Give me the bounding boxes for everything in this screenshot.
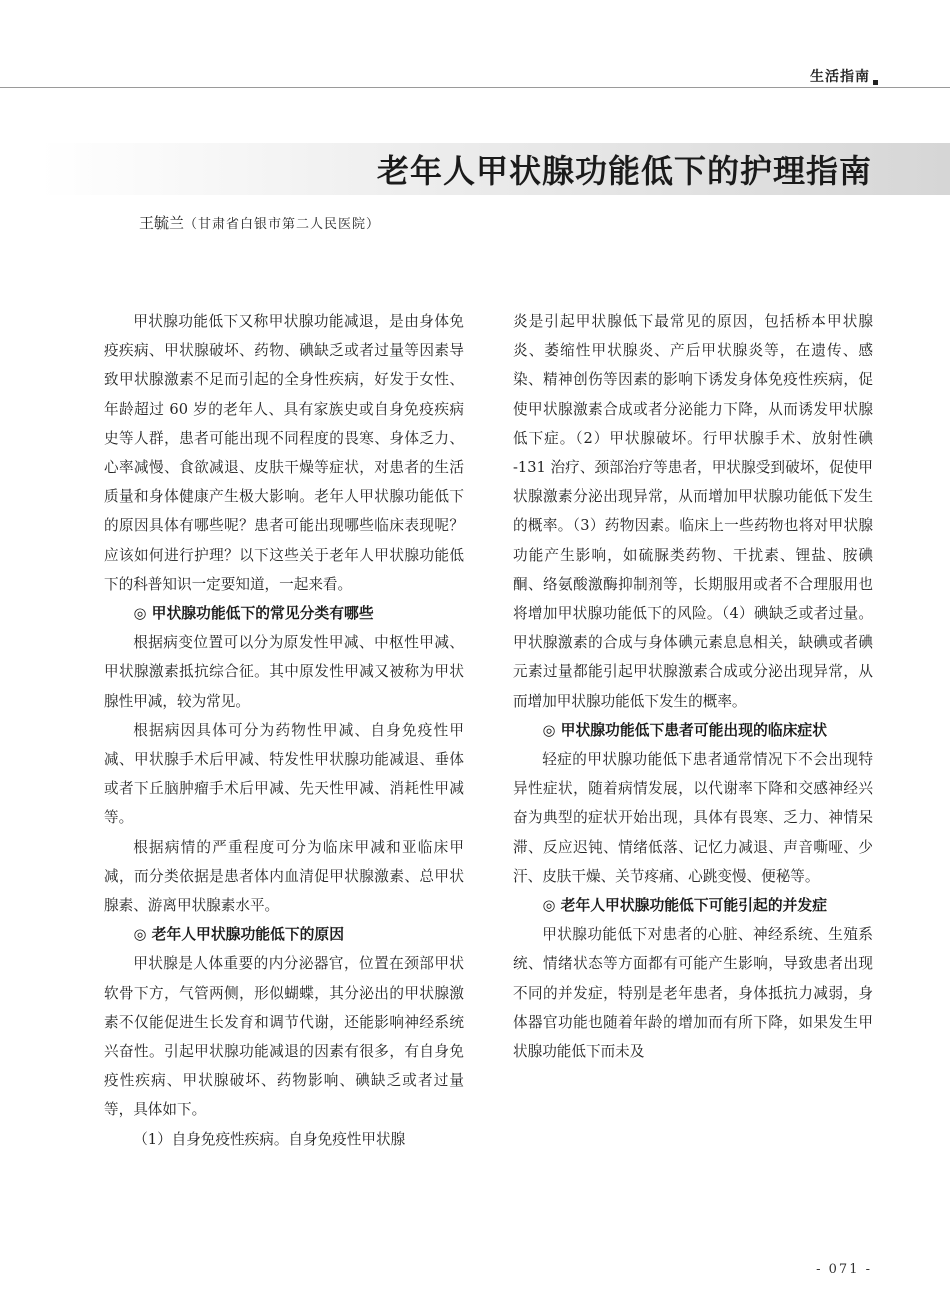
paragraph: 甲状腺是人体重要的内分泌器官，位置在颈部甲状软骨下方，气管两侧，形似蝴蝶，其分泌出的甲状腺激素不仅能促进生长发育和调节代谢，还能影响神经系统兴奋性。引起甲状腺功能减退的因素有很多，有自身免疫性疾病、甲状腺破坏、药物影响、碘缺乏或者过量等，具体如下。 <box>104 955 464 1119</box>
byline <box>139 212 380 233</box>
paragraph: 根据病变位置可以分为原发性甲减、中枢性甲减、甲状腺激素抵抗综合征。其中原发性甲减又被称为甲状腺性甲减，较为常见。 <box>104 634 464 710</box>
left-column <box>104 307 464 1154</box>
author-name: 王毓兰 <box>139 214 185 232</box>
article-title: 老年人甲状腺功能低下的护理指南 <box>376 152 872 190</box>
section-heading: ◎ 甲状腺功能低下的常见分类有哪些 <box>133 605 374 623</box>
paragraph: 甲状腺功能低下又称甲状腺功能减退，是由身体免疫疾病、甲状腺破坏、药物、碘缺乏或者过量等因素导致甲状腺激素不足而引起的全身性疾病，好发于女性、年龄超过 60 岁的老年人、具有家族史或自身免疫疾病史等人群，患者可能出现不同程度的畏寒、身体乏力、心率减慢、食欲减退、皮肤干燥等症状，对患者的生活质量和身体健康产生极大影响。老年人甲状腺功能低下的原因具体有哪些呢？患者可能出现哪些临床表现呢？应该如何进行护理？以下这些关于老年人甲状腺功能低下的科普知识一定要知道，一起来看。 <box>104 313 464 593</box>
section-heading: ◎ 甲状腺功能低下患者可能出现的临床症状 <box>542 721 828 739</box>
paragraph: 甲状腺功能低下对患者的心脏、神经系统、生殖系统、情绪状态等方面都有可能产生影响，导致患者出现不同的并发症，特别是老年患者，身体抵抗力减弱，身体器官功能也随着年龄的增加而有所下降，如果发生甲状腺功能低下而未及 <box>513 926 873 1061</box>
header-rule <box>0 87 950 88</box>
section-marker <box>873 80 878 85</box>
section-label: 生活指南 <box>810 69 870 85</box>
paragraph: 根据病情的严重程度可分为临床甲减和亚临床甲减，而分类依据是患者体内血清促甲状腺激素、总甲状腺素、游离甲状腺素水平。 <box>104 838 464 915</box>
author-affiliation: （甘肃省白银市第二人民医院） <box>184 217 381 232</box>
right-column <box>513 307 873 1066</box>
paragraph: 炎是引起甲状腺低下最常见的原因，包括桥本甲状腺炎、萎缩性甲状腺炎、产后甲状腺炎等，在遗传、感染、精神创伤等因素的影响下诱发身体免疫性疾病，促使甲状腺激素合成或者分泌能力下降，从而诱发甲状腺低下症。（2）甲状腺破坏。行甲状腺手术、放射性碘 -131 治疗、颈部治疗等患者，甲状腺受到破坏，促使甲状腺激素分泌出现异常，从而增加甲状腺功能低下发生的概率。（3）药物因素。临床上一些药物也将对甲状腺功能产生影响，如硫脲类药物、干扰素、锂盐、胺碘酮、络氨酸激酶抑制剂等，长期服用或者不合理服用也将增加甲状腺功能低下的风险。（4）碘缺乏或者过量。甲状腺激素的合成与身体碘元素息息相关，缺碘或者碘元素过量都能引起甲状腺激素合成或分泌出现异常，从而增加甲状腺功能低下发生的概率。 <box>513 313 873 710</box>
paragraph: 轻症的甲状腺功能低下患者通常情况下不会出现特异性症状，随着病情发展，以代谢率下降和交感神经兴奋为典型的症状开始出现，具体有畏寒、乏力、神情呆滞、反应迟钝、情绪低落、记忆力减退、声音嘶哑、少汗、皮肤干燥、关节疼痛、心跳变慢、便秘等。 <box>513 751 873 885</box>
paragraph: （1）自身免疫性疾病。自身免疫性甲状腺 <box>133 1130 406 1148</box>
section-heading: ◎ 老年人甲状腺功能低下的原因 <box>133 926 345 944</box>
page-number: - 071 - <box>816 1262 872 1277</box>
section-heading: ◎ 老年人甲状腺功能低下可能引起的并发症 <box>542 897 828 915</box>
paragraph: 根据病因具体可分为药物性甲减、自身免疫性甲减、甲状腺手术后甲减、特发性甲状腺功能减退、垂体或者下丘脑肿瘤手术后甲减、先天性甲减、消耗性甲减等。 <box>104 721 464 827</box>
